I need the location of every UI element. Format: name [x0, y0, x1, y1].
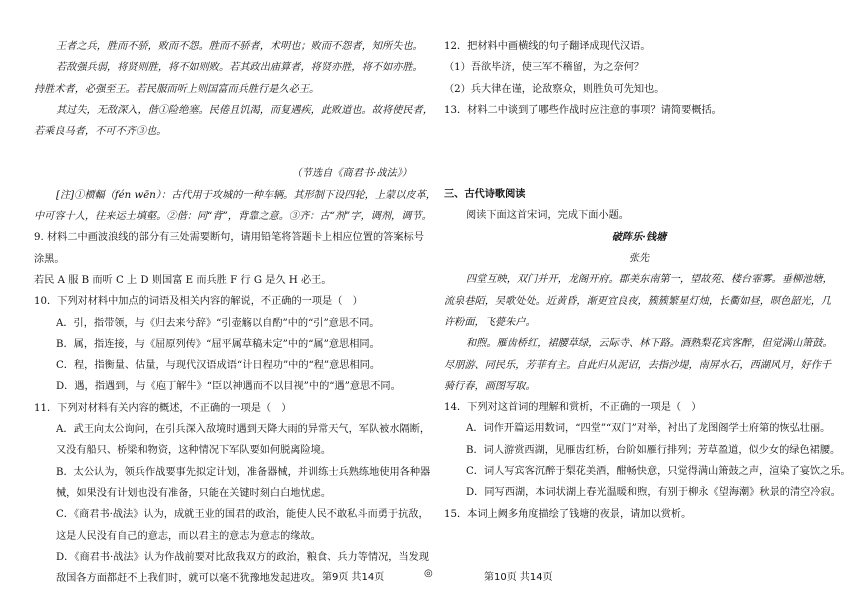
question-9: 9. 材料二中画波浪线的部分有三处需要断句，请用铅笔将答题卡上相应位置的答案标号 [34, 232, 424, 244]
question-14: 14．下列对这首词的理解和赏析，不正确的一项是（ ） [444, 402, 702, 414]
section-intro: 阅读下面这首宋词，完成下面小题。 [466, 210, 629, 222]
passage-paragraph-3: 其过失，无敌深入，偕①险绝塞。民倦且饥渴，而复遇疾，此败道也。故将使民者， [56, 104, 433, 116]
question-14-option-a: A．词作开篇运用数词，“四堂”“双门”对举，衬出了龙图阁学士府第的恢弘壮丽。 [466, 423, 831, 435]
poem-author: 张先 [628, 253, 650, 265]
passage-paragraph-2: 若敌强兵弱，将贤则胜，将不如则败。若其政出庙算者，将贤亦胜，将不如亦胜。 [56, 62, 423, 74]
question-10-option-b: B．属，指连接，与《屈原列传》“屈平属草稿未定”中的“属”意思相同。 [56, 338, 380, 350]
question-14-option-c: C．词人写宾客沉醉于梨花美酒，酣畅快意，只觉得满山箫鼓之声，渲染了宴饮之乐。 [466, 466, 851, 478]
poem-line-4: 和煦。雁齿桥红，裙腰草绿，云际寺、林下路。酒熟梨花宾客醉，但觉满山箫鼓。 [466, 338, 833, 350]
question-10-option-d: D．遇，指遇到，与《庖丁解牛》“臣以神遇而不以目视”中的“遇”意思不同。 [56, 381, 401, 393]
question-10-option-c: C．程，指衡量、估量，与现代汉语成语“计日程功”中的“程”意思相同。 [56, 360, 381, 372]
question-11-option-a: A．武王向太公询问，在引兵深入敌境时遇到天降大雨的异常天气，军队被水隔断， [56, 424, 431, 436]
poem-line-2: 流泉巷陌，吴歌处处。近黄昏，渐更宜良夜，簇簇繁星灯烛，长衢如昼，暝色韶光，几 [444, 295, 832, 307]
poem-line-3: 许粉面，飞甍朱户。 [444, 316, 536, 328]
passage-paragraph-3-cont: 若乘良马者，不可不齐③也。 [34, 126, 167, 138]
question-9-cont: 涂黑。 [34, 253, 65, 265]
right-page-column [444, 36, 851, 525]
question-11-option-a-cont: 又没有船只、桥梁和物资，这种情况下军队要如何脱离险境。 [56, 445, 332, 457]
question-12-part-1: （1）吾欲毕济，使三军不稽留，为之奈何？ [444, 62, 645, 74]
page-number-right: 第10页 共14页 [484, 572, 553, 583]
passage-paragraph-2-cont: 持胜术者，必强至王。若民服而听上则国富而兵胜行是久必王。 [34, 83, 320, 95]
question-11-option-c-cont: 这是人民没有自己的意志，而以君主的意志为意志的缘故。 [56, 530, 321, 542]
passage-paragraph-1: 王者之兵，胜而不骄，败而不怨。胜而不骄者，术明也；败而不怨者，知所失也。 [56, 41, 423, 52]
question-11-option-d-cont: 敌国各方面都赶不上我们时，就可以毫不犹豫地发起进攻。 [56, 573, 321, 585]
question-12: 12．把材料中画横线的句子翻译成现代汉语。 [444, 41, 651, 52]
question-11-option-b: B．太公认为，领兵作战要事先拟定计划，准备器械，并训练士兵熟练地使用各种器 [56, 466, 431, 478]
page-number-left: 第9页 共14页 [322, 572, 385, 583]
question-11-option-c: C．《商君书·战法》认为，成就王业的国君的政治，能使人民不敢私斗而勇于抗敌， [56, 509, 429, 521]
question-11-option-d: D．《商君书·战法》认为作战前要对比敌我双方的政治，粮食、兵力等情况，当发现 [56, 551, 430, 563]
poem-title: 破阵乐·钱塘 [611, 230, 667, 243]
question-12-part-2: （2）兵大律在谨，论敌察众，则胜负可先知也。 [444, 83, 665, 95]
question-15: 15．本词上阙多角度描绘了钱塘的夜景，请加以赏析。 [444, 508, 692, 520]
question-9-sentence: 若民 A 服 B 而听 C 上 D 则国富 E 而兵胜 F 行 G 是久 H 必王。 [34, 274, 332, 286]
poem-line-6: 骑行春，画图写取。 [444, 380, 536, 392]
annotation-line-1: [注]①槚輻（fén wēn）：古代用于攻城的一种车辆。其形制下设四轮，上蒙以皮革， [56, 189, 436, 201]
question-14-option-b: B．词人游赏西湖，见雁齿红桥，台阶如雁行排列；芳草盈道，似少女的绿色裙腰。 [466, 444, 841, 456]
annotation-line-2: 中可容十人，往来运土填壑。②偕：同“背”，背靠之意。③齐：古“剂”字，调剂，调节。 [34, 211, 432, 223]
question-11-option-b-cont: 械，如果没有计划也没有准备，只能在关键时刻白白地忧虑。 [56, 487, 332, 499]
question-13: 13．材料二中谈到了哪些作战时应注意的事项？请简要概括。 [444, 104, 722, 116]
passage-source: （节选自《商君书·战法》） [291, 168, 412, 180]
binding-mark-icon: ◎ [424, 568, 433, 579]
question-10-option-a: A．引，指带领，与《归去来兮辞》“引壶觞以自酌”中的“引”意思不同。 [56, 317, 380, 329]
question-11: 11．下列对材料有关内容的概述，不正确的一项是（ ） [34, 402, 292, 414]
poem-line-5: 尽朋游、同民乐，芳菲有主。自此归从泥诏，去指沙堤，南屏水石，西湖风月，好作千 [444, 359, 832, 371]
left-page-column [34, 36, 436, 589]
question-10: 10．下列对材料中加点的词语及相关内容的解说，不正确的一项是（ ） [34, 296, 363, 308]
question-14-option-d: D．同写西湖，本词状湖上春光温暖和煦，有别于柳永《望海潮》秋景的清空冷寂。 [466, 487, 841, 499]
poem-line-1: 四堂互映，双门并开，龙阁开府。郡美东南第一，望故苑、楼台霏雾。垂柳池塘， [466, 274, 833, 286]
section-heading-poetry: 三、古代诗歌阅读 [444, 189, 526, 201]
